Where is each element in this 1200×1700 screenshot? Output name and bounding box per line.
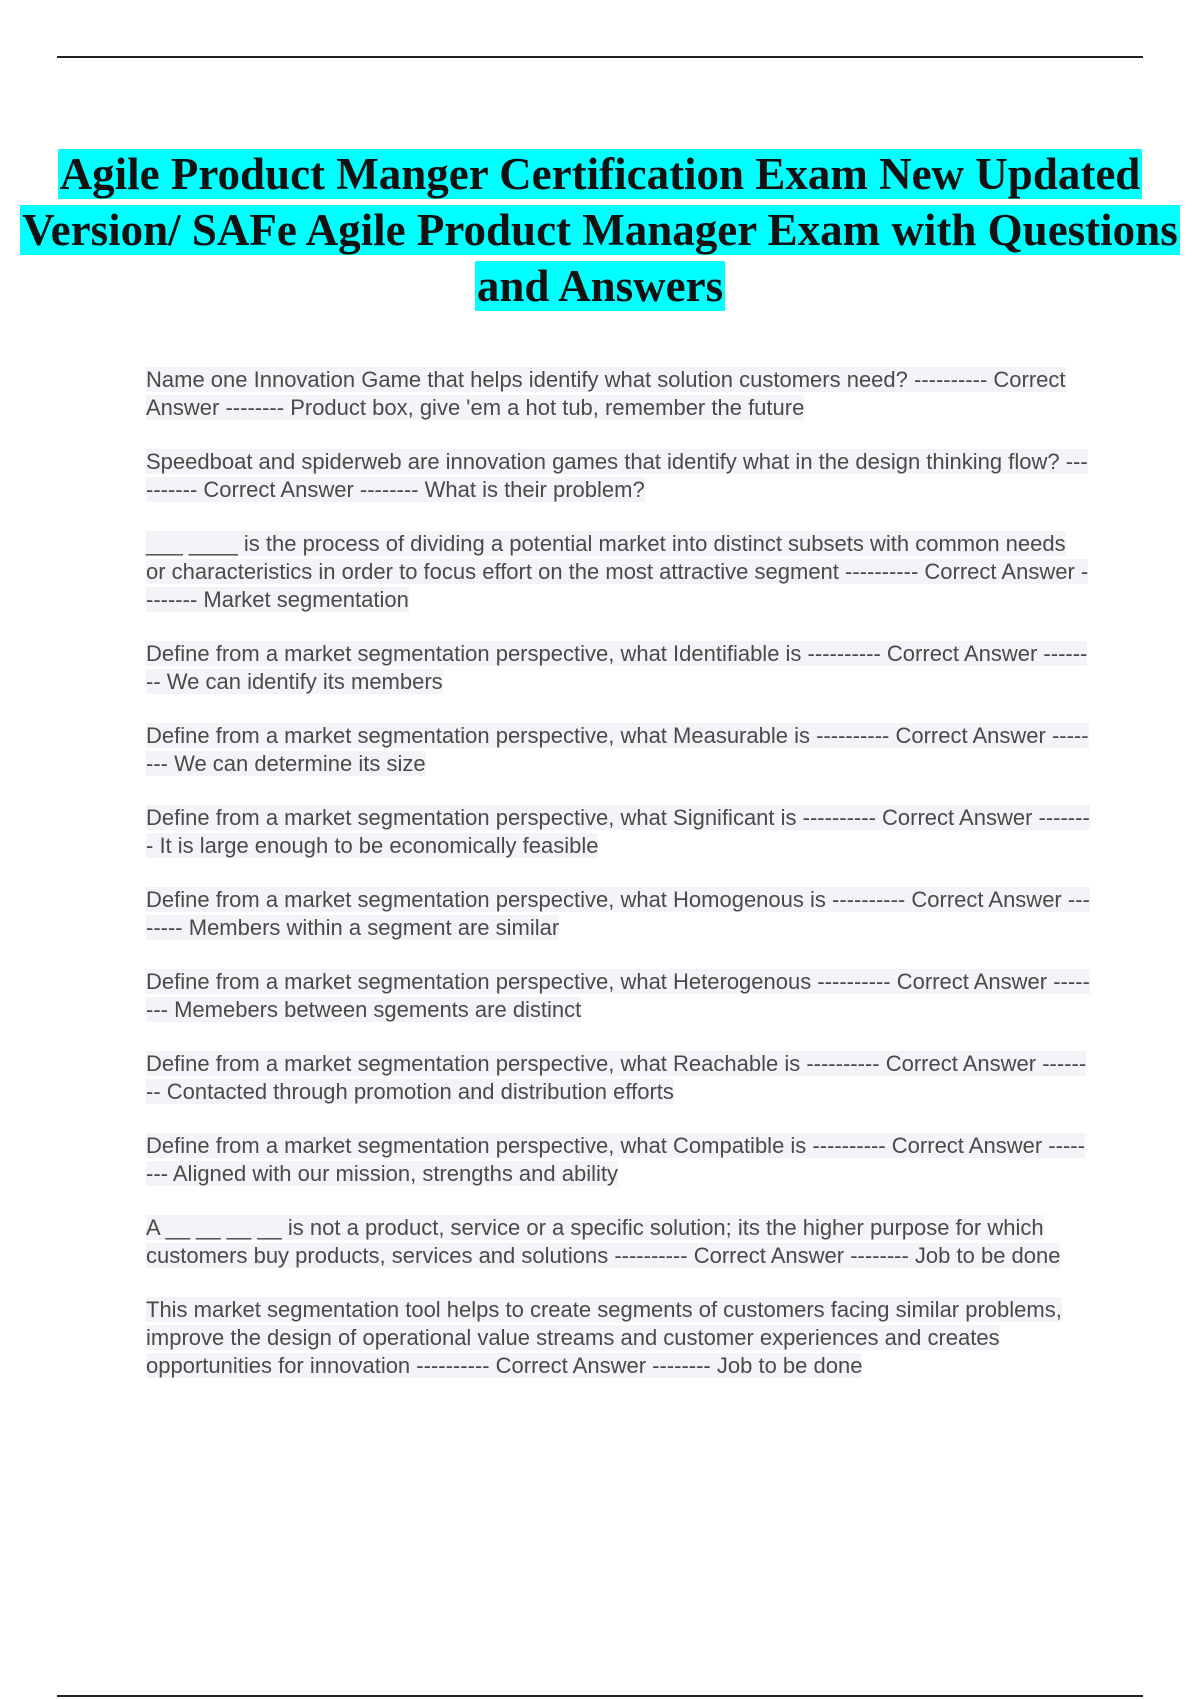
qa-text: Name one Innovation Game that helps identify what solution customers need? ---------- Correct Answer -------- Product box, give 'em a hot tub, remember the future — [146, 367, 1066, 420]
qa-text: Define from a market segmentation perspective, what Reachable is ---------- Correct Answer -------- Contacted through promotion and distribution efforts — [146, 1051, 1087, 1104]
page-title-text: Agile Product Manger Certification Exam New Updated Version/ SAFe Agile Product Manager Exam with Questions and Answers — [22, 149, 1178, 311]
page-title — [0, 146, 1200, 314]
qa-item-12 — [146, 1296, 1090, 1380]
qa-item-1 — [146, 366, 1090, 422]
qa-text: ___ ____ is the process of dividing a potential market into distinct subsets with common needs or characteristics in order to focus effort on the most attractive segment ---------- Correct Answer -------- Market segmentation — [146, 531, 1089, 612]
qa-item-8 — [146, 968, 1090, 1024]
footer-rule — [57, 1695, 1143, 1697]
qa-text: Define from a market segmentation perspective, what Homogenous is ---------- Correct Answer -------- Members within a segment are similar — [146, 887, 1090, 940]
header-rule — [57, 56, 1143, 58]
qa-text: Define from a market segmentation perspective, what Measurable is ---------- Correct Answer -------- We can determine its size — [146, 723, 1089, 776]
qa-text: This market segmentation tool helps to create segments of customers facing similar problems, improve the design of operational value streams and customer experiences and creates opportunities for innovation ---------- Correct Answer -------- Job to be done — [146, 1297, 1062, 1378]
qa-text: Define from a market segmentation perspective, what Identifiable is ---------- Correct Answer -------- We can identify its members — [146, 641, 1088, 694]
qa-list — [146, 366, 1090, 1406]
qa-text: Define from a market segmentation perspective, what Compatible is ---------- Correct Answer -------- Aligned with our mission, strengths and ability — [146, 1133, 1085, 1186]
qa-text: A __ __ __ __ is not a product, service or a specific solution; its the higher purpose for which customers buy products, services and solutions ---------- Correct Answer -------- Job to be done — [146, 1215, 1061, 1268]
qa-item-10 — [146, 1132, 1090, 1188]
qa-item-7 — [146, 886, 1090, 942]
qa-text: Define from a market segmentation perspective, what Heterogenous ---------- Correct Answer -------- Memebers between sgements are distinct — [146, 969, 1090, 1022]
qa-item-5 — [146, 722, 1090, 778]
qa-item-11 — [146, 1214, 1090, 1270]
qa-item-3 — [146, 530, 1090, 614]
qa-item-9 — [146, 1050, 1090, 1106]
qa-text: Define from a market segmentation perspective, what Significant is ---------- Correct Answer -------- It is large enough to be economically feasible — [146, 805, 1090, 858]
qa-item-2 — [146, 448, 1090, 504]
qa-item-6 — [146, 804, 1090, 860]
qa-item-4 — [146, 640, 1090, 696]
qa-text: Speedboat and spiderweb are innovation games that identify what in the design thinking flow? ---------- Correct Answer -------- What is their problem? — [146, 449, 1088, 502]
